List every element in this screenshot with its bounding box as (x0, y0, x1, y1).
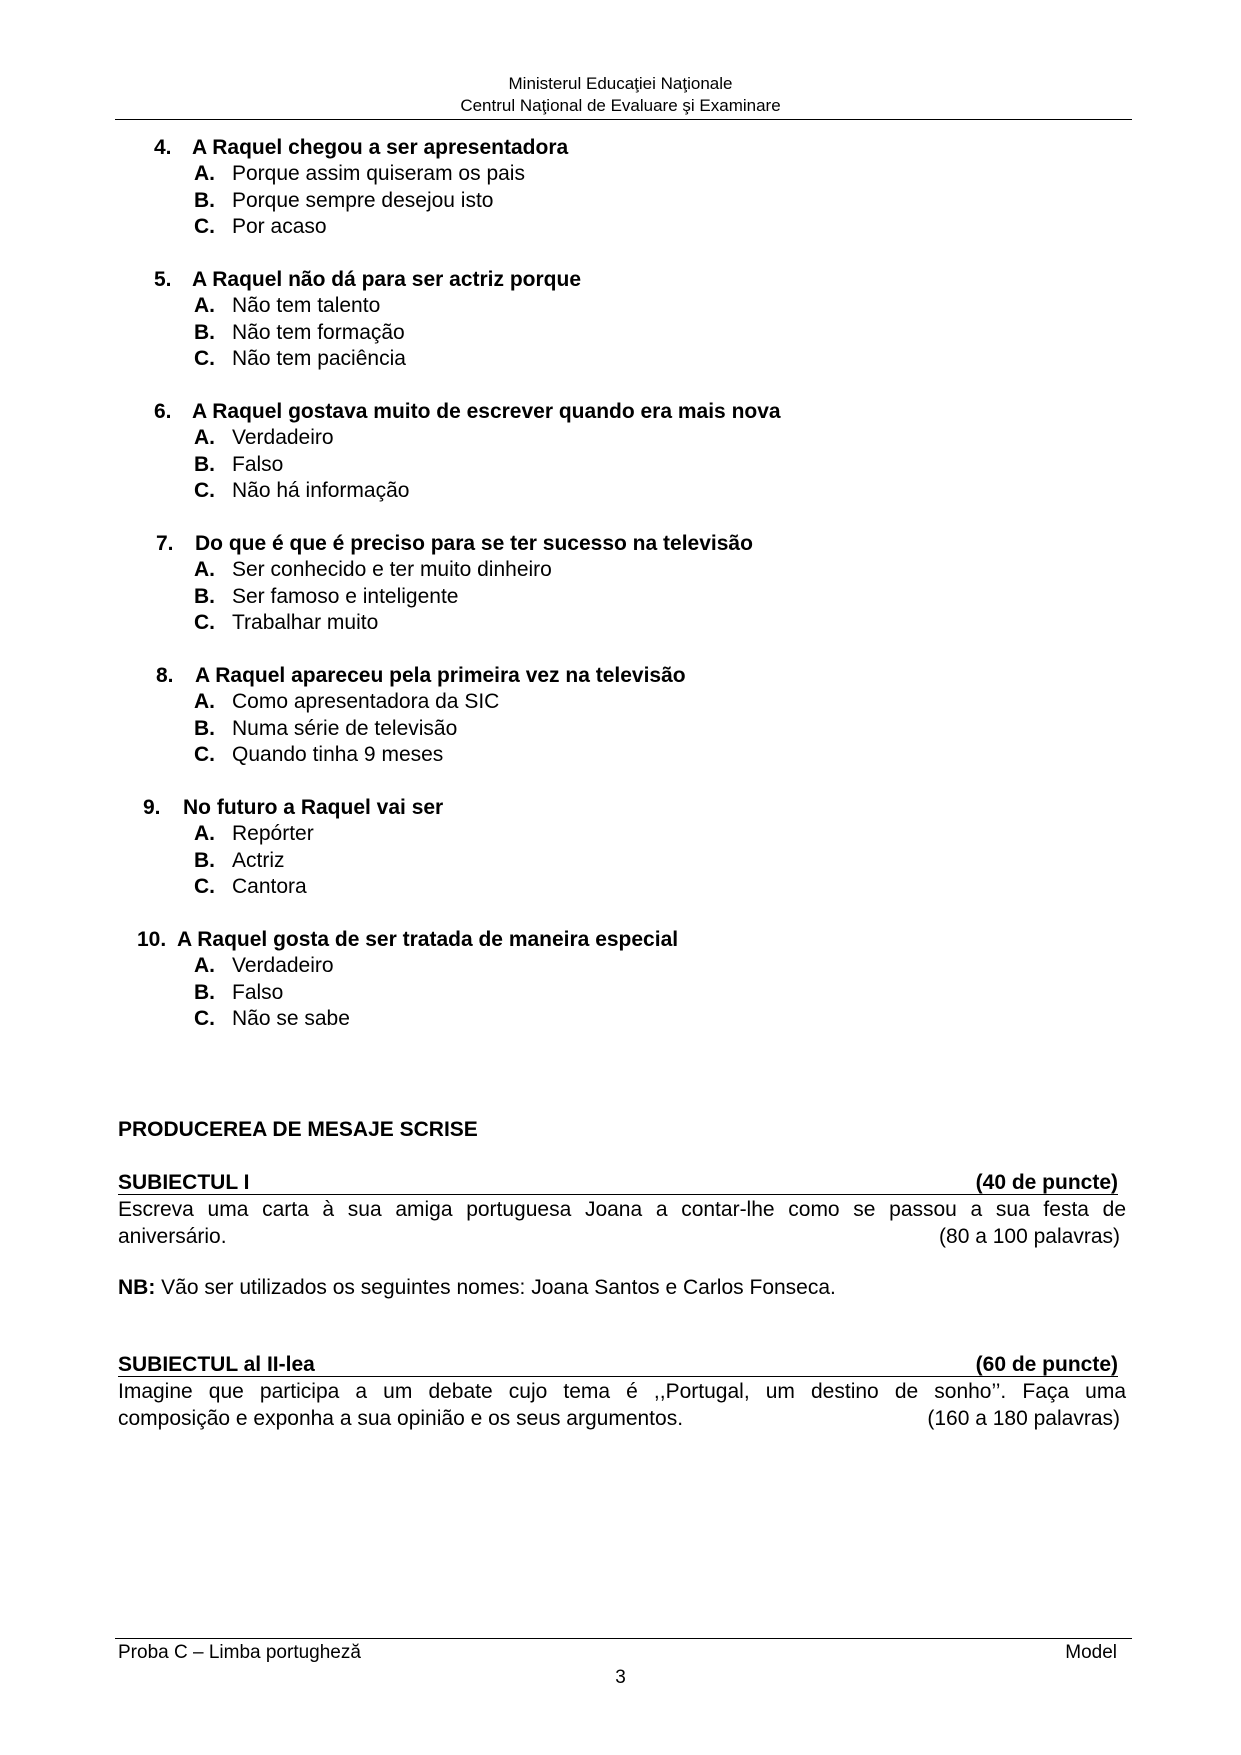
question-title: 10. A Raquel gosta de ser tratada de maneira especial (137, 928, 679, 951)
header-divider (115, 119, 1132, 120)
note: NB: Vão ser utilizados os seguintes nomes: Joana Santos e Carlos Fonseca. (118, 1276, 836, 1299)
subject-2-points: (60 de puncte) (975, 1353, 1118, 1376)
question-option: A. Repórter (194, 822, 314, 845)
subject-1-heading (118, 1172, 1118, 1195)
question-title: 7. Do que é que é preciso para se ter sucesso na televisão (156, 532, 753, 555)
question-option: B. Falso (194, 453, 284, 476)
question-option: C. Não há informação (194, 479, 410, 502)
question-title: 4. A Raquel chegou a ser apresentadora (154, 136, 569, 159)
footer-exam-name: Proba C – Limba portugheză (118, 1642, 361, 1663)
question-option: B. Não tem formação (194, 321, 405, 344)
question-option: B. Numa série de televisão (194, 717, 458, 740)
question-title: 6. A Raquel gostava muito de escrever quando era mais nova (154, 400, 781, 423)
question-title: 8. A Raquel apareceu pela primeira vez na televisão (156, 664, 686, 687)
page-number: 3 (615, 1667, 626, 1688)
footer-divider (115, 1638, 1132, 1639)
question-option: C. Trabalhar muito (194, 611, 379, 634)
section-title: PRODUCEREA DE MESAJE SCRISE (118, 1118, 478, 1141)
question-option: B. Porque sempre desejou isto (194, 189, 494, 212)
question-option: A. Verdadeiro (194, 426, 334, 449)
question-option: C. Não se sabe (194, 1007, 350, 1030)
question-option: A. Porque assim quiseram os pais (194, 162, 525, 185)
subject-1-word-count: (80 a 100 palavras) (939, 1225, 1120, 1248)
question-title: 5. A Raquel não dá para ser actriz porque (154, 268, 581, 291)
question-option: A. Como apresentadora da SIC (194, 690, 500, 713)
question-option: B. Ser famoso e inteligente (194, 585, 459, 608)
question-option: B. Falso (194, 981, 284, 1004)
subject-2-word-count: (160 a 180 palavras) (927, 1407, 1120, 1430)
subject-2-title: SUBIECTUL al II-lea (118, 1353, 315, 1376)
question-option: A. Verdadeiro (194, 954, 334, 977)
header-ministry: Ministerul Educaţiei Naţionale (508, 74, 733, 93)
question-option: B. Actriz (194, 849, 285, 872)
question-option: C. Por acaso (194, 215, 327, 238)
subject-1-text: Escreva uma carta à sua amiga portuguesa Joana a contar-lhe como se passou a sua festa de aniversário. (80 a 100 palavras) (118, 1198, 1126, 1248)
subject-2-text: Imagine que participa a um debate cujo tema é ,,Portugal, um destino de sonho’’. Faça uma composição e exponha a sua opinião e os seus argumentos. (160 a 180 palavras) (118, 1380, 1126, 1430)
question-option: C. Cantora (194, 875, 307, 898)
question-option: C. Quando tinha 9 meses (194, 743, 444, 766)
question-option: A. Ser conhecido e ter muito dinheiro (194, 558, 552, 581)
footer-model-label: Model (1065, 1642, 1117, 1663)
header-center: Centrul Naţional de Evaluare şi Examinare (460, 96, 781, 115)
subject-1-points: (40 de puncte) (975, 1171, 1118, 1194)
subject-2-heading (118, 1354, 1118, 1377)
question-option: C. Não tem paciência (194, 347, 406, 370)
question-title: 9. No futuro a Raquel vai ser (143, 796, 444, 819)
subject-1-title: SUBIECTUL I (118, 1171, 250, 1194)
question-option: A. Não tem talento (194, 294, 381, 317)
